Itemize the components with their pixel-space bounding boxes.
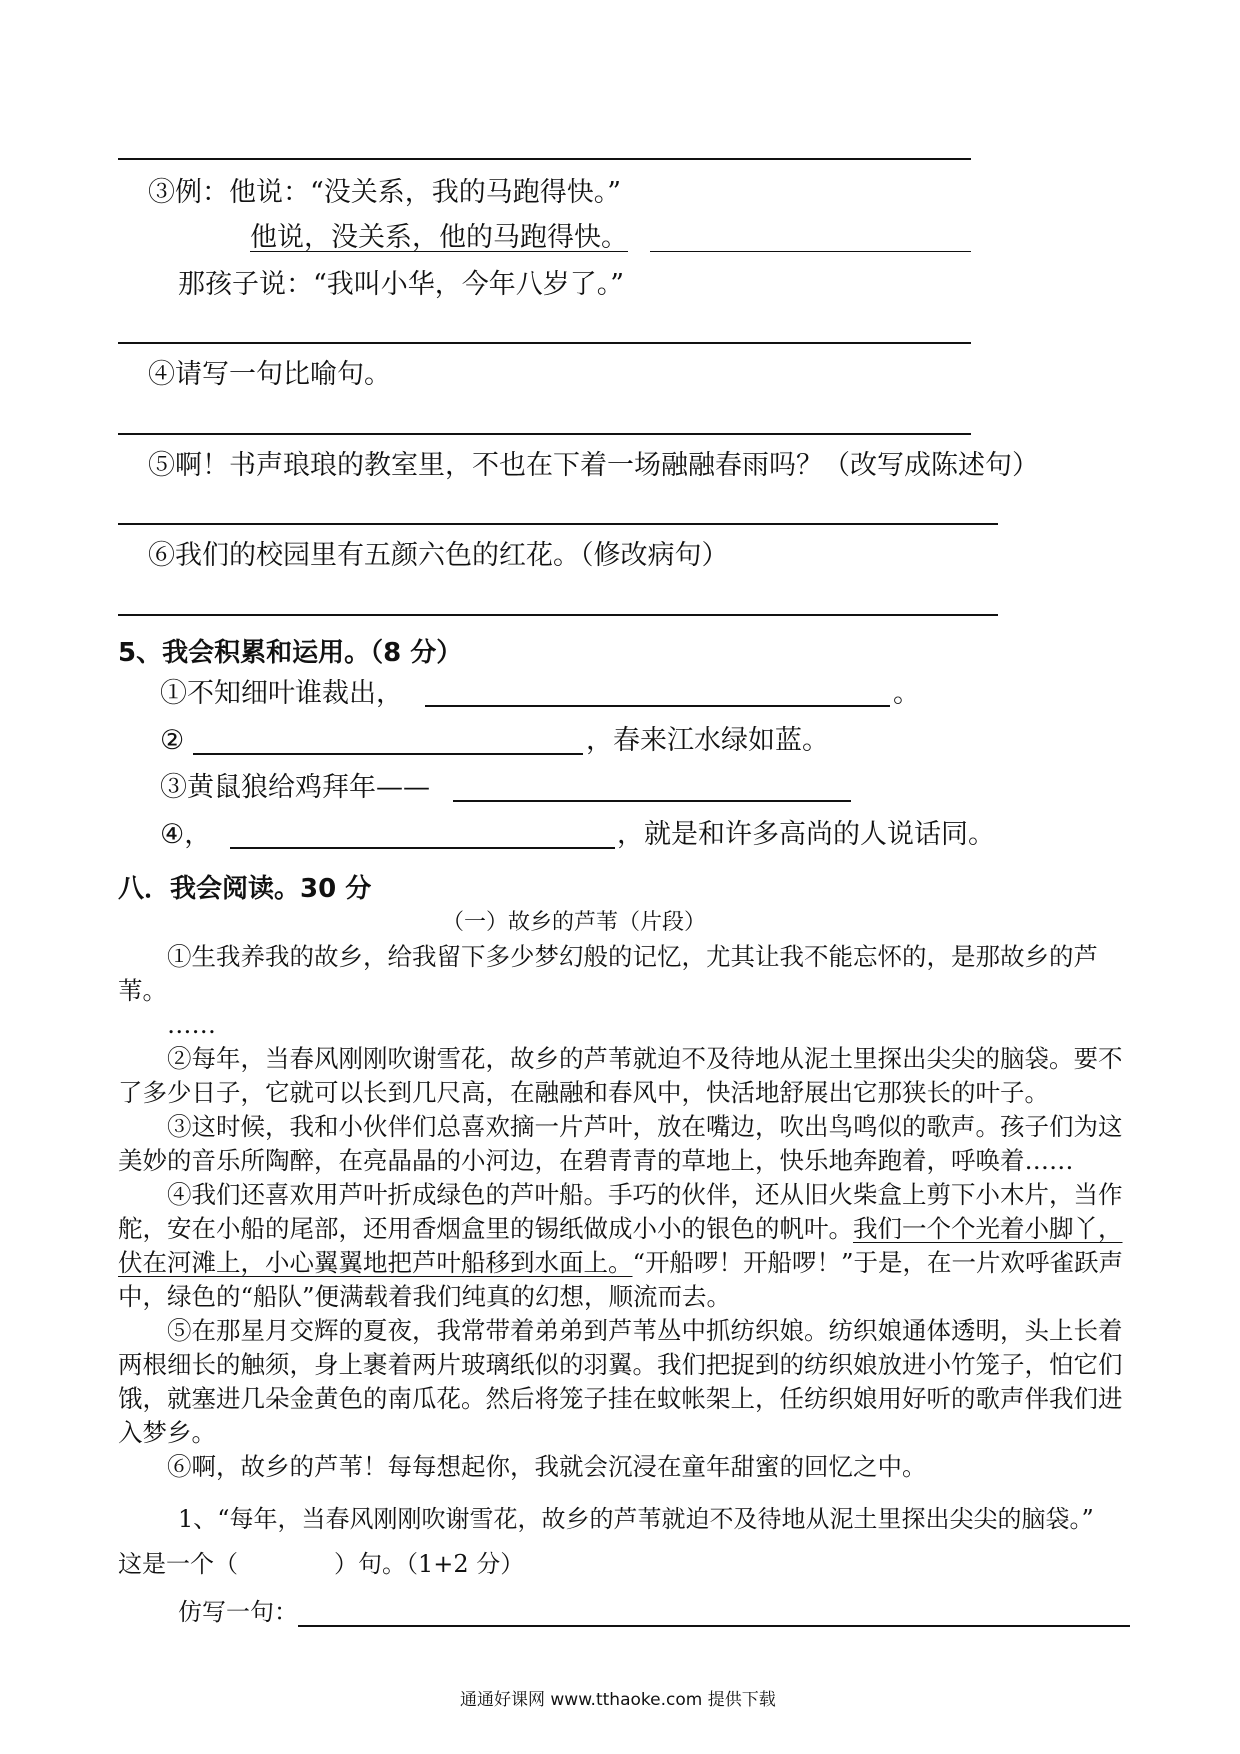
q4-prompt: ④请写一句比喻句。	[148, 359, 391, 390]
question1-line2: 这是一个（ ）句。（1+2 分）	[118, 1550, 525, 1578]
section5-heading: 5、我会积累和运用。（8 分）	[118, 638, 463, 668]
q5-prompt: ⑤啊！书声琅琅的教室里，不也在下着一场融融春雨吗？（改写成陈述句）	[148, 450, 1039, 481]
paragraph-3: ③这时候，我和小伙伴们总喜欢摘一片芦叶，放在嘴边，吹出鸟鸣似的歌声。孩子们为这美妙的音乐所陶醉，在亮晶晶的小河边，在碧青青的草地上，快乐地奔跑着，呼唤着……	[118, 1112, 1123, 1175]
blank-item2	[193, 753, 583, 755]
blank-item1	[425, 705, 890, 707]
q3-prompt: 那孩子说：“我叫小华，今年八岁了。”	[178, 269, 625, 300]
section8-heading: 八．我会阅读。30 分	[118, 874, 372, 904]
blank-item3	[453, 800, 851, 802]
q3-example-answer: 他说，没关系，他的马跑得快。	[250, 222, 628, 253]
answer-line	[118, 158, 971, 160]
section5-item2-start: ②	[160, 725, 185, 756]
section5-item3-start: ③黄鼠狼给鸡拜年——	[160, 772, 430, 803]
answer-line	[118, 614, 998, 616]
paragraph-4-part-b: “开船啰！开船啰！”于是，在一片欢呼雀跃声中，绿色的“船队”便满载着我们纯真的幻想，顺流而去。	[118, 1248, 1124, 1311]
answer-line	[118, 342, 971, 344]
blank-imitate	[298, 1625, 1130, 1627]
paragraph-6: ⑥啊，故乡的芦苇！每每想起你，我就会沉浸在童年甜蜜的回忆之中。	[167, 1452, 927, 1481]
section5-item4-end: ，就是和许多高尚的人说话同。	[617, 819, 995, 850]
section5-item1-start: ①不知细叶谁裁出，	[160, 678, 403, 709]
ellipsis: ……	[167, 1010, 216, 1039]
paragraph-4-underlined: 我们一个个光着小脚丫，伏在河滩上，小心翼翼地把芦叶船移到水面上。	[118, 1214, 1123, 1277]
answer-line	[650, 251, 971, 252]
paragraph-2: ②每年，当春风刚刚吹谢雪花，故乡的芦苇就迫不及待地从泥土里探出尖尖的脑袋。要不了多少日子，它就可以长到几尺高，在融融和春风中，快活地舒展出它那狭长的叶子。	[118, 1044, 1123, 1107]
passage-title: （一）故乡的芦苇（片段）	[442, 910, 707, 935]
section5-item2-end: ，春来江水绿如蓝。	[586, 725, 829, 756]
passage-body	[118, 940, 1130, 1484]
q3-example: ③例：他说：“没关系，我的马跑得快。”	[148, 177, 622, 208]
section5-item4-start: ④，	[160, 819, 212, 850]
question1-line1: 1、“每年，当春风刚刚吹谢雪花，故乡的芦苇就迫不及待地从泥土里探出尖尖的脑袋。”	[178, 1505, 1094, 1533]
section5-item1-end: 。	[893, 678, 920, 709]
answer-line	[118, 523, 998, 525]
paragraph-1: ①生我养我的故乡，给我留下多少梦幻般的记忆，尤其让我不能忘怀的，是那故乡的芦苇。	[118, 942, 1098, 1005]
page-footer: 通通好课网 www.tthaoke.com 提供下载	[460, 1690, 776, 1710]
answer-line	[118, 433, 971, 435]
blank-item4	[230, 847, 615, 849]
paragraph-5: ⑤在那星月交辉的夏夜，我常带着弟弟到芦苇丛中抓纺织娘。纺织娘通体透明，头上长着两根细长的触须，身上裹着两片玻璃纸似的羽翼。我们把捉到的纺织娘放进小竹笼子，怕它们饿，就塞进几朵金黄色的南瓜花。然后将笼子挂在蚊帐架上，任纺织娘用好听的歌声伴我们进入梦乡。	[118, 1316, 1123, 1447]
paragraph-4-part-a: ④我们还喜欢用芦叶折成绿色的芦叶船。手巧的伙伴，还从旧火柴盒上剪下小木片，当作舵，安在小船的尾部，还用香烟盒里的锡纸做成小小的银色的帆叶。	[118, 1180, 1123, 1243]
q6-prompt: ⑥我们的校园里有五颜六色的红花。（修改病句）	[148, 540, 729, 571]
paragraph-4	[118, 1178, 1130, 1314]
question1-imitate-label: 仿写一句：	[178, 1598, 298, 1626]
